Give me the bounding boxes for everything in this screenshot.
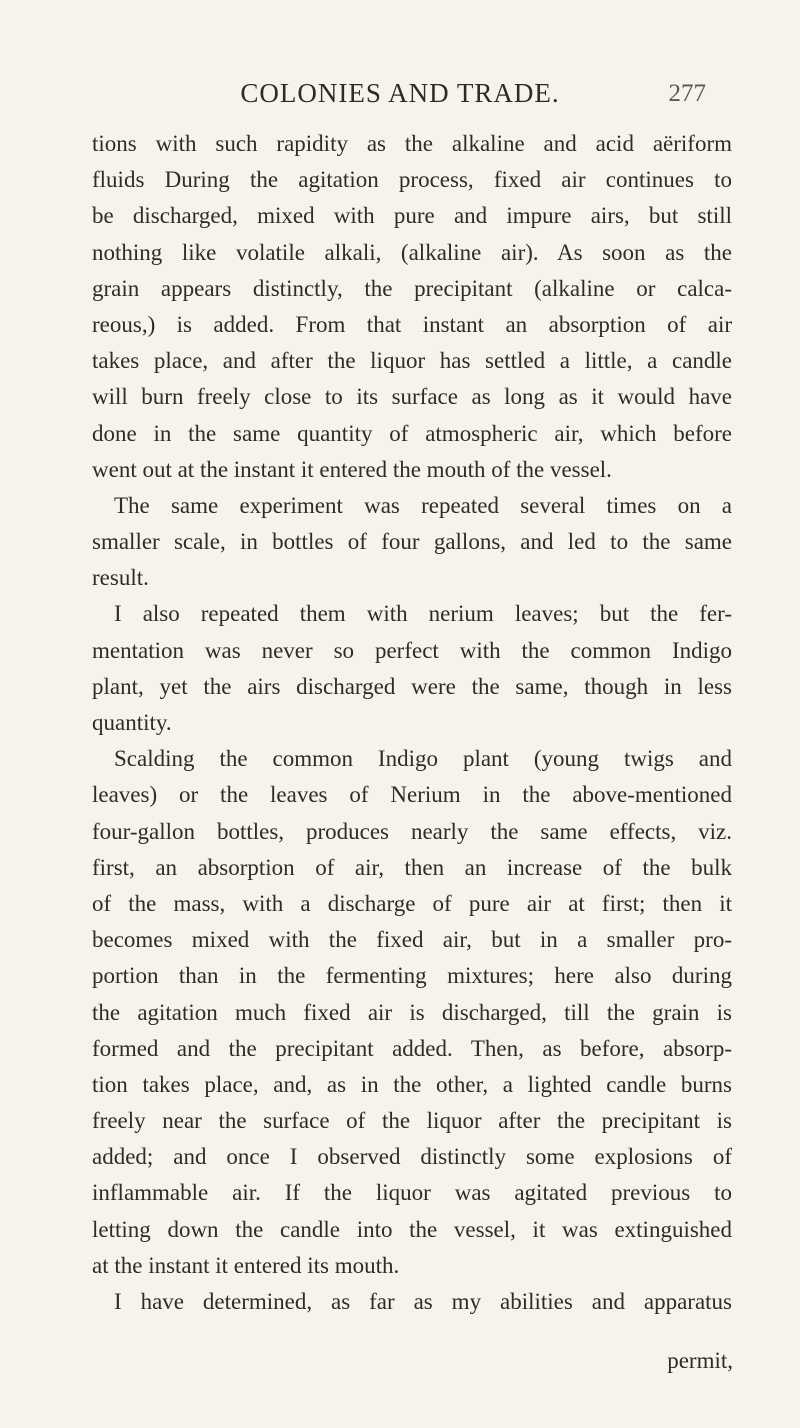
page-header — [0, 78, 800, 118]
text-line: done in the same quantity of atmospheric air, which before — [92, 420, 732, 446]
page-number: 277 — [668, 80, 706, 107]
text-line: be discharged, mixed with pure and impure airs, but still — [92, 203, 732, 229]
text-line: The same experiment was repeated several times on a — [114, 492, 732, 518]
text-line: tion takes place, and, as in the other, a lighted candle burns — [92, 1071, 732, 1097]
text-line: plant, yet the airs discharged were the same, though in less — [92, 673, 732, 699]
text-line: fluids During the agitation process, fixed air continues to — [92, 167, 732, 193]
text-line: grain appears distinctly, the precipitant (alkaline or calca- — [92, 275, 732, 301]
text-line: of the mass, with a discharge of pure air at first; then it — [92, 890, 732, 916]
text-line: the agitation much fixed air is discharged, till the grain is — [92, 999, 732, 1025]
text-line: Scalding the common Indigo plant (young twigs and — [114, 746, 732, 772]
text-line: takes place, and after the liquor has settled a little, a candle — [92, 348, 732, 374]
catchword: permit, — [667, 1348, 733, 1373]
text-line: letting down the candle into the vessel, it was extinguished — [92, 1216, 732, 1242]
text-line: added; and once I observed distinctly some explosions of — [92, 1144, 732, 1170]
text-line: leaves) or the leaves of Nerium in the above-mentioned — [92, 782, 732, 808]
text-line: tions with such rapidity as the alkaline and acid aëriform — [92, 131, 732, 156]
text-line: result. — [92, 565, 149, 591]
text-line: nothing like volatile alkali, (alkaline air). As soon as the — [92, 239, 732, 265]
text-line: I have determined, as far as my abilities and apparatus — [114, 1289, 732, 1314]
body-text — [92, 126, 732, 1320]
text-line: formed and the precipitant added. Then, as before, absorp- — [92, 1035, 732, 1061]
text-line: quantity. — [92, 710, 172, 735]
text-line: first, an absorption of air, then an increase of the bulk — [92, 854, 732, 880]
text-line: portion than in the fermenting mixtures; here also during — [92, 963, 732, 989]
text-line: went out at the instant it entered the mouth of the vessel. — [92, 456, 612, 482]
text-line: I also repeated them with nerium leaves; but the fer- — [114, 601, 732, 627]
text-line: smaller scale, in bottles of four gallons, and led to the same — [92, 529, 732, 555]
text-line: at the instant it entered its mouth. — [92, 1252, 400, 1278]
text-line: freely near the surface of the liquor after the precipitant is — [92, 1108, 732, 1134]
running-head: COLONIES AND TRADE. — [240, 78, 560, 108]
text-line: four-gallon bottles, produces nearly the same effects, viz. — [92, 818, 732, 844]
text-line: becomes mixed with the fixed air, but in a smaller pro- — [92, 927, 732, 953]
text-line: inflammable air. If the liquor was agitated previous to — [92, 1180, 732, 1206]
text-line: mentation was never so perfect with the common Indigo — [92, 637, 732, 663]
text-line: reous,) is added. From that instant an absorption of air — [92, 311, 732, 337]
text-line: will burn freely close to its surface as long as it would have — [92, 384, 732, 410]
